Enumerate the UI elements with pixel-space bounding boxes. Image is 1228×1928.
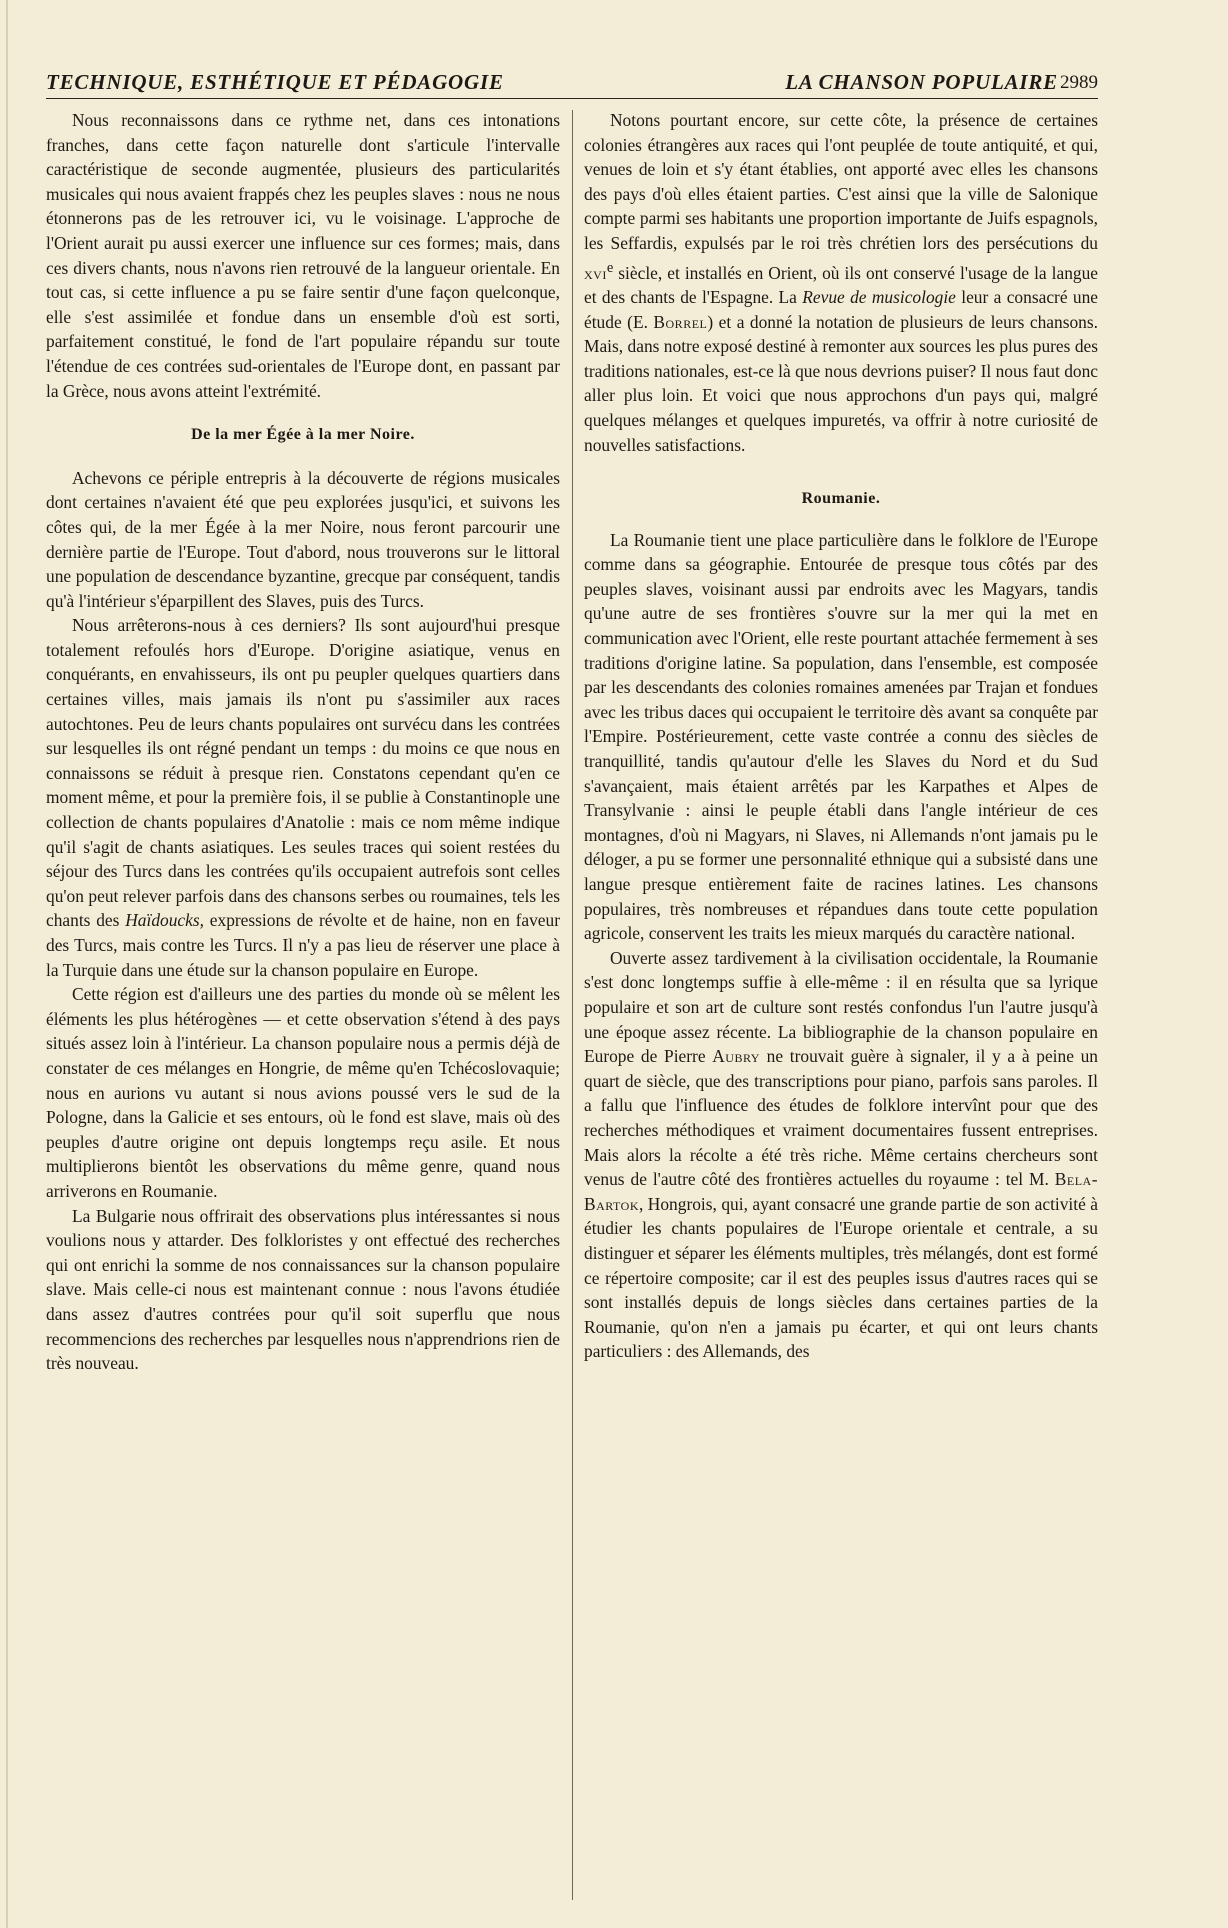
page-edge-shadow [6,0,8,1928]
author-name: Aubry [712,1046,760,1067]
paragraph: Achevons ce périple entrepris à la découverte de régions musicales dont certaines n'avaient été que peu explorées jusqu'ici, et suivons les côtes qui, de la mer Égée à la mer Noire, nous feront parcourir une dernière partie de l'Europe. Tout d'abord, nous trouverons sur le littoral une population de descendance byzantine, grecque par conséquent, tandis qu'à l'intérieur s'éparpillent des Slaves, puis des Turcs. [46,467,560,611]
page-number: 2989 [1060,72,1098,93]
section-heading: De la mer Égée à la mer Noire. [191,426,415,444]
text-run: siècle, et installés en Orient, où ils ont conservé l'usage de la langue et des chants de l'Espagne. La [584,262,1098,307]
text-run: Nous arrêterons-nous à ces derniers? Ils sont aujourd'hui presque totalement refoulés hors d'Europe. D'origine asiatique, venus en conquérants, en envahisseurs, ils ont pu peupler quelques quartiers dans certaines villes, mais jamais ils n'ont pu s'assimiler aux races autochtones. Peu de leurs chants populaires ont survécu dans les contrées sur lesquelles ils ont régné pendant un temps : du moins ce que nous en connaissons se réduit à presque rien. Constatons cependant qu'en ce moment même, et pour la première fois, il se publie à Constantinople une collection de chants populaires d'Anatolie : mais ce nom même indique qu'il s'agit de chants asiatiques. Les seules traces qui soient restées du séjour des Turcs dans les contrées qu'ils occupaient autrefois sont celles qu'on peut relever parfois dans des chansons serbes ou roumaines, tels les chants des [46,615,560,931]
paragraph: Nous reconnaissons dans ce rythme net, dans ces intonations franches, dans cette façon naturelle dont s'articule l'intervalle caractéristique de seconde augmentée, plusieurs des particularités musicales qui nous avaient frappés chez les peuples slaves : nous ne nous étonnerons pas de les retrouver ici, vu le voisinage. L'approche de l'Orient aurait pu aussi exercer une influence sur ces formes; mais, dans ces divers chants, nous n'avons rien retrouvé de la langueur orientale. En tout cas, si cette influence a pu se faire sentir d'une façon quelconque, elle s'est assimilée et fondue dans un ensemble d'où est sorti, parfaitement constitué, le fond de l'art populaire répandu sur toute l'étendue de ces contrées sud-orientales de l'Europe dont, en passant par la Grèce, nous avons atteint l'extrémité. [46,110,560,401]
paragraph: La Bulgarie nous offrirait des observations plus intéressantes si nous voulions nous y attarder. Des folkloristes y ont effectué des recherches qui ont enrichi la somme de nos connaissances sur la chanson populaire slave. Mais celle-ci nous est maintenant connue : nous l'avons étudiée dans assez d'autres contrées pour qu'il soit superflu que nous recommencions des recherches par lesquelles nous n'apprendrions rien de très nouveau. [46,1205,560,1374]
paragraph: La Roumanie tient une place particulière dans le folklore de l'Europe comme dans sa géographie. Entourée de presque tous côtés par des peuples slaves, voisinant aussi par endroits avec les Magyars, tandis qu'une autre de ses frontières s'ouvre sur la mer qui la met en communication avec l'Orient, elle reste pourtant attachée fermement à ses traditions d'origine latine. Sa population, dans l'ensemble, est composée par les descendants des colonies romaines amenées par Trajan et fondues avec les tribus daces qui occupaient le territoire dès avant sa conquête par l'Empire. Postérieurement, cette vaste contrée a connu des siècles de tranquillité, tandis qu'autour d'elle les Slaves du Nord et du Sud s'avançaient, mais étaient arrêtés par les Karpathes et Alpes de Transylvanie : ainsi le peuple établi dans l'angle intérieur de ces montagnes, d'où ni Magyars, ni Slaves, ni Allemands n'ont jamais pu le déloger, a pu se former une personnalité ethnique qui a subsisté dans une langue presque entièrement faite de racines latines. Les chansons populaires, très nombreuses et répandues dans toute cette population agricole, conservent les traits les mieux marqués du caractère national. [584,529,1098,944]
section-heading: Roumanie. [801,490,881,508]
text-run: ) et a donné la notation de plusieurs de leurs chansons. Mais, dans notre exposé destiné à remonter aux sources les plus pures des traditions nationales, est-ce là que nous devrions puiser? Il nous faut donc aller plus loin. Et voici que nous approchons d'un pays qui, malgré quelques mélanges et quelques impuretés, va offrir à notre curiosité de nouvelles satisfactions. [584,311,1098,455]
text-run: , Hongrois, qui, ayant consacré une grande partie de son activité à étudier les chants populaires de l'Europe orientale et centrale, a su distinguer et séparer les éléments multiples, très mélangés, dont est formé ce répertoire composite; car il est des peuples issus d'autres races qui se sont installés depuis de longs siècles dans certaines parties de la Roumanie, qu'on n'en a jamais pu écarter, et qui ont leurs chants particuliers : des Allemands, des [584,1193,1098,1362]
column-divider [572,110,573,1900]
italic-term: Haïdoucks, [125,910,204,931]
text-run: ne trouvait guère à signaler, il y a à peine un quart de siècle, que des transcriptions pour piano, parfois sans paroles. Il a fallu que l'influence des études de folklore intervînt pour que des recherches méthodiques et vraiment documentaires fussent entreprises. Mais alors la récolte a été très riche. Même certains chercheurs sont venus de l'autre côté des frontières actuelles du royaume : tel M. [584,1046,1098,1190]
journal-title: Revue de musicologie [802,286,956,307]
text-run: expressions de révolte et de haine, non en faveur des Turcs, mais contre les Turcs. Il n'y a pas lieu de réserver une place à la Turquie dans une étude sur la chanson populaire en Europe. [46,910,560,980]
paragraph [46,613,560,982]
header-left-title: TECHNIQUE, ESTHÉTIQUE ET PÉDAGOGIE [46,70,504,94]
text-run: Notons pourtant encore, sur cette côte, la présence de certaines colonies étrangères aux races qui l'ont peuplée de toute antiquité, et qui, venues de loin et s'y étant établies, ont apporté avec elles les chansons des pays d'où elles étaient parties. C'est ainsi que la ville de Salonique compte parmi ses habitants une proportion importante de Juifs espagnols, les Seffardis, expulsés par le roi très chrétien lors des persécutions du [584,110,1098,253]
paragraph [584,108,1098,457]
superscript: e [606,259,614,276]
right-column [584,108,1098,1364]
text-run: Ouverte assez tardivement à la civilisation occidentale, la Roumanie s'est donc longtemps suffie à elle-même : il en résulta que sa lyrique populaire et son art de culture sont restés confondus l'un l'autre jusqu'à une époque assez récente. La bibliographie de la chanson populaire en Europe de Pierre [584,947,1098,1067]
running-header [46,68,1098,99]
author-name: Bela-Bartok [584,1169,1098,1214]
century-numeral: xvi [584,262,607,283]
text-run: leur a consacré une étude (E. [584,286,1099,332]
paragraph: Cette région est d'ailleurs une des parties du monde où se mêlent les éléments les plus hétérogènes — et cette observation s'étend à des pays situés assez loin à l'intérieur. La chanson populaire nous a permis déjà de constater de ces mélanges en Hongrie, de même qu'en Tchécoslovaquie; nous en aurions vu autant si nous avions poussé vers le sud de la Pologne, dans la Galicie et ses entours, où le fond est slave, mais où des peuples d'autre origine ont depuis longtemps reçu asile. Et nous multiplierons bientôt les observations du même genre, quand nous arriverons en Roumanie. [46,984,560,1201]
left-column [46,108,560,1376]
paragraph [584,946,1098,1364]
header-right-title: LA CHANSON POPULAIRE [785,70,1058,94]
author-name: Borrel [653,311,708,332]
